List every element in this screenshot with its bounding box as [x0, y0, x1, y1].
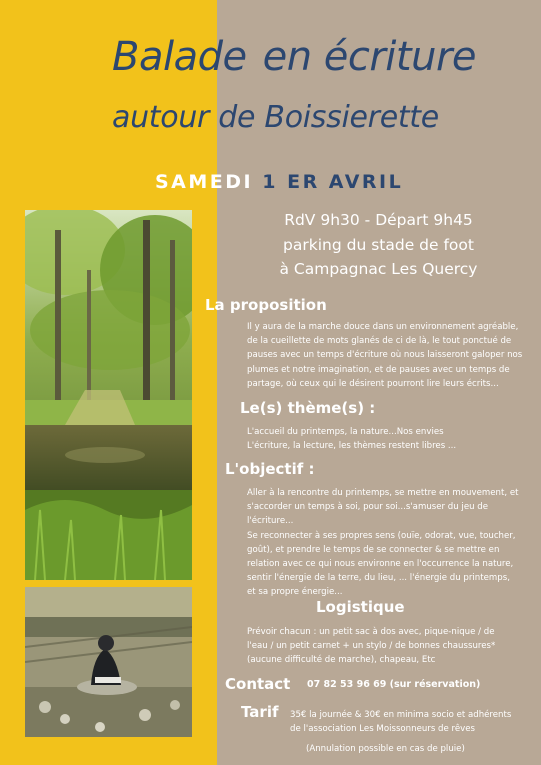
tarif-line: 35€ la journée & 30€ en minima socio et adhérents: [290, 710, 512, 720]
objectif-line: s'accorder un temps à soi, pour soi...s'amuser du jeu de: [247, 502, 489, 513]
logistique-line: (aucune difficulté de marche), chapeau, Etc: [247, 655, 436, 666]
objectif-line: l'écriture...: [247, 516, 294, 527]
tarif-line: de l'association Les Moissonneurs de rêves: [290, 724, 476, 735]
heading-logistique: Logistique: [316, 598, 405, 616]
logistique-line: l'eau / un petit carnet + un stylo / de bonnes chaussures*: [247, 641, 496, 652]
proposition-line: plumes et notre imagination, et de pauses avec un temps de: [247, 364, 510, 375]
contact-phone[interactable]: 07 82 53 96 69 (sur réservation): [307, 679, 481, 690]
proposition-text: [247, 320, 532, 391]
meeting-town: à Campagnac Les Quercy: [279, 260, 478, 278]
date-day: SAMEDI: [155, 171, 263, 193]
objectif-line: et sa propre énergie...: [247, 587, 343, 598]
meeting-info: [236, 208, 521, 282]
meeting-time: RdV 9h30 - Départ 9h45: [284, 211, 473, 229]
heading-objectif: L'objectif :: [225, 460, 315, 478]
proposition-line: de la cueillette de mots glanés de ci de là, le tout ponctué de: [247, 336, 512, 347]
objectif-text: [247, 486, 532, 600]
tarif-text: [290, 708, 530, 736]
heading-tarif: Tarif: [241, 703, 279, 721]
themes-line: L'écriture, la lecture, les thèmes restent libres ...: [247, 441, 457, 452]
themes-text: [247, 425, 532, 453]
proposition-line: partage, où ceux qui le désirent pourront lire leurs écrits...: [247, 378, 499, 389]
logistique-text: [247, 625, 532, 668]
heading-contact: Contact: [225, 675, 291, 693]
objectif-line: sentir l'énergie de la terre, du lieu, ... l'énergie du printemps,: [247, 573, 510, 584]
themes-line: L'accueil du printemps, la nature...Nos envies: [247, 427, 444, 437]
cancellation-note: (Annulation possible en cas de pluie): [306, 744, 465, 754]
objectif-line: relation avec ce qui nous environne en l'occurrence la nature,: [247, 559, 514, 570]
proposition-line: pauses avec un temps d'écriture où nous laisseront galoper nos: [247, 350, 523, 361]
forest-pond-photo: [25, 210, 192, 580]
heading-proposition: La proposition: [205, 296, 327, 314]
heading-themes: Le(s) thème(s) :: [240, 399, 376, 417]
objectif-line: goût), et prendre le temps de se connecter & se mettre en: [247, 544, 500, 555]
meeting-place: parking du stade de foot: [283, 235, 474, 254]
objectif-line: Aller à la rencontre du printemps, se mettre en mouvement, et: [247, 488, 519, 498]
logistique-line: Prévoir chacun : un petit sac à dos avec, pique-nique / de: [247, 627, 495, 637]
date-month: ER AVRIL: [277, 171, 404, 193]
proposition-line: Il y aura de la marche douce dans un environnement agréable,: [247, 322, 519, 332]
person-writing-photo: [25, 587, 192, 737]
objectif-line: Se reconnecter à ses propres sens (ouïe, odorat, vue, toucher,: [247, 530, 516, 541]
event-date: [155, 171, 403, 193]
title-word-balade: Balade: [112, 34, 247, 80]
title-line-1: [112, 34, 476, 80]
title-word-en-ecriture: en écriture: [262, 34, 477, 80]
date-number: 1: [262, 171, 278, 193]
title-line-2: autour de Boissierette: [112, 100, 439, 135]
